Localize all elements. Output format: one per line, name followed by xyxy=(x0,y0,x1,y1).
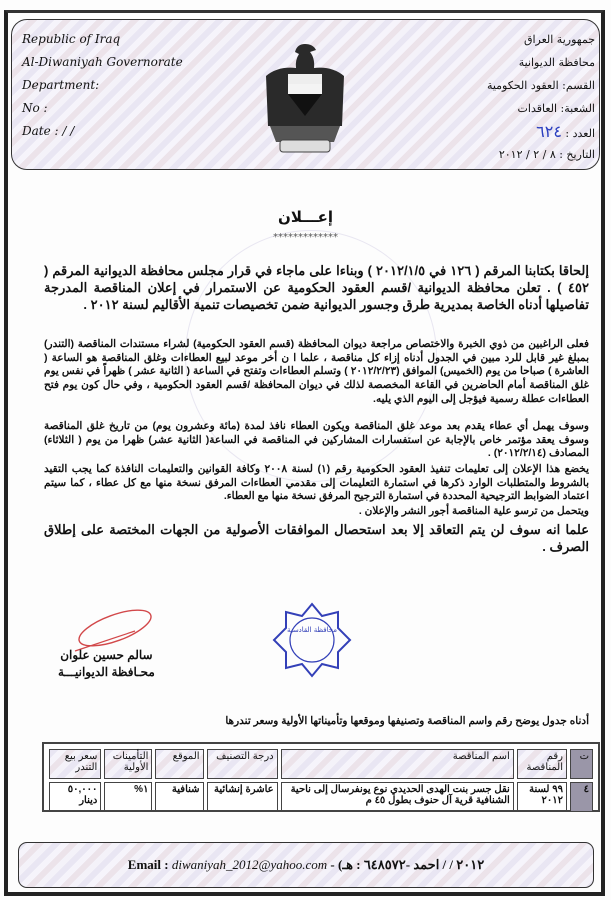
svg-text:محافظة القادسية: محافظة القادسية xyxy=(286,626,338,634)
governorate-en: Al-Diwaniyah Governorate xyxy=(22,55,183,69)
country-en: Republic of Iraq xyxy=(22,32,121,46)
signatory-title: محـافظة الديوانيـــة xyxy=(58,665,155,679)
number-row xyxy=(487,120,595,143)
signatory xyxy=(58,647,155,681)
table-intro-text: أدناه جدول يوضح رقم واسم المناقصة وتصنيفها وموقعها وتأميناتها الأولية وسعر تندرها xyxy=(225,715,589,727)
footer-phone-date: - (٢٠١٢ / / احمد -٦٤٨٥٧٢ : هـ xyxy=(330,857,485,872)
cell-tender-price: ٥٠,٠٠٠ دينار xyxy=(49,782,101,812)
letterhead-english xyxy=(22,28,183,143)
paragraph-validity: وسوف يهمل أي عطاء يقدم بعد موعد غلق المناقصة ويكون العطاء نافذ لمدة (مائة وعشرون يوم) من تاريخ غلق المناقصة وسوف يعقد مؤتمر خاص بالإجابة عن استفسارات المشاركين في المناقصة في الساعة( الثانية عشر) ظهرا من يوم ( الثلاثاء) المصادف (٢٠١٢/٢/١٤) . xyxy=(44,420,589,460)
header-tender-number: رقم المناقصة xyxy=(517,749,567,779)
cell-serial: ٤ xyxy=(570,782,593,812)
cell-tender-name: نقل جسر بنت الهدى الحديدي نوع يونفرسال إلى ناحية الشنافية قرية آل حنوف بطول ٤٥ م xyxy=(281,782,514,812)
paragraph-instructions: فعلى الراغبين من ذوي الخبرة والاختصاص مراجعة ديوان المحافظة (قسم العقود الحكومية) لشراء مستندات المناقصة (التندر) بمبلغ غير قابل للرد مبين في الجدول أدناه إزاء كل مناقصة ، علما ا ن أخر موعد لبيع العطاءات وغلق المناقصة هو الساعة ( العاشرة ) صباحا من يوم (الخميس) الموافق (٢٠١٢/٢/٢٣ ) وتسلم العطاءات وتفتح في الساعة ( الثانية عشر ) ظهراً في نفس يوم غلق المناقصة أمام الحاضرين في القاعة المخصصة لذلك في ديوان المحافظة /قسم العقود الحكومية ، وفي حال كون يوم فتح العطاءات عطلة رسمية فيؤجل إلى اليوم الذي يليه. xyxy=(44,338,589,405)
date-label-ar: التاريخ : xyxy=(559,148,595,161)
number-label-ar: العدد : xyxy=(565,127,595,140)
section-ar: القسم: العقود الحكومية xyxy=(486,79,595,92)
number-value: ٦٢٤ xyxy=(536,122,562,141)
cell-tender-number: ٩٩ لسنة ٢٠١٢ xyxy=(517,782,567,812)
paragraph-publication-fees: ويتحمل من ترسو علية المناقصة أجور النشر والإعلان . xyxy=(358,505,589,517)
department-label: Department: xyxy=(22,78,100,92)
letterhead-arabic xyxy=(487,28,595,166)
cell-initial-deposit: ١% xyxy=(104,782,152,812)
header-tender-price: سعر بيع التندر xyxy=(49,749,101,779)
header-serial: ت xyxy=(570,749,593,779)
date-label-en: Date : / / xyxy=(22,124,75,138)
number-label-en: No : xyxy=(22,101,48,115)
paragraph-intro: إلحاقا بكتابنا المرقم ( ١٢٦ في ٢٠١٢/١/٥ ) وبناءا على ماجاء في قرار مجلس محافظة الديوانية المرقم ( ٤٥٢ ) . تعلن محافظة الديوانية /قسم العقود الحكومية عن الاستمرار في إعلان المناقصة المدرجة تفاصيلها أدناه الخاصة بمديرية طرق وجسور الديوانية ضمن تخصيصات تنمية الأقاليم لسنة ٢٠١٢ . xyxy=(44,263,590,312)
title-stars-divider: ************* xyxy=(273,232,338,243)
header-initial-deposit: التأمينات الأولية xyxy=(104,749,152,779)
date-value: ٨ / ٢ / ٢٠١٢ xyxy=(498,148,556,161)
table-header-row xyxy=(49,749,593,779)
header-tender-name: اسم المناقصة xyxy=(281,749,514,779)
signatory-name: سالم حسين علوان xyxy=(60,648,153,662)
division-ar: الشعبة: العاقدات xyxy=(517,102,595,115)
table-row xyxy=(49,782,593,812)
official-seal-icon xyxy=(272,602,352,678)
cell-classification: عاشرة إنشائية xyxy=(207,782,278,812)
header-location: الموقع xyxy=(155,749,203,779)
announcement-title: إعـــلان xyxy=(278,208,333,226)
tender-table xyxy=(42,742,600,812)
governorate-ar: محافظة الديوانية xyxy=(518,56,595,69)
paragraph-contract-note: علما انه سوف لن يتم التعاقد إلا بعد استحصال الموافقات الأصولية من الجهات المختصة على إطلاق الصرف . xyxy=(44,522,589,554)
email-link[interactable]: diwaniyah_2012@yahoo.com xyxy=(171,857,328,872)
iraq-eagle-emblem-icon xyxy=(250,40,360,160)
paragraph-regulations: يخضع هذا الإعلان إلى تعليمات تنفيذ العقود الحكومية رقم (١) لسنة ٢٠٠٨ وكافة القوانين والتعليمات النافذة كما يجب التقيد بالشروط والمتطلبات الوارد ذكرها في استمارة التعليمات إلى مقدمي العطاءات المرفق نسخة منها مع كل عطاء ، كما سيتم اعتماد الضوابط الترجيحية المحددة في استمارة الترجيح المرفق نسخة منها مع العطاء. xyxy=(44,463,589,503)
footer-contact xyxy=(19,857,593,873)
country-ar: جمهورية العراق xyxy=(523,33,595,46)
email-label: Email : xyxy=(127,857,169,872)
cell-location: شنافية xyxy=(155,782,203,812)
footer xyxy=(18,842,594,888)
header-classification: درجة التصنيف xyxy=(207,749,278,779)
date-row xyxy=(487,143,595,166)
